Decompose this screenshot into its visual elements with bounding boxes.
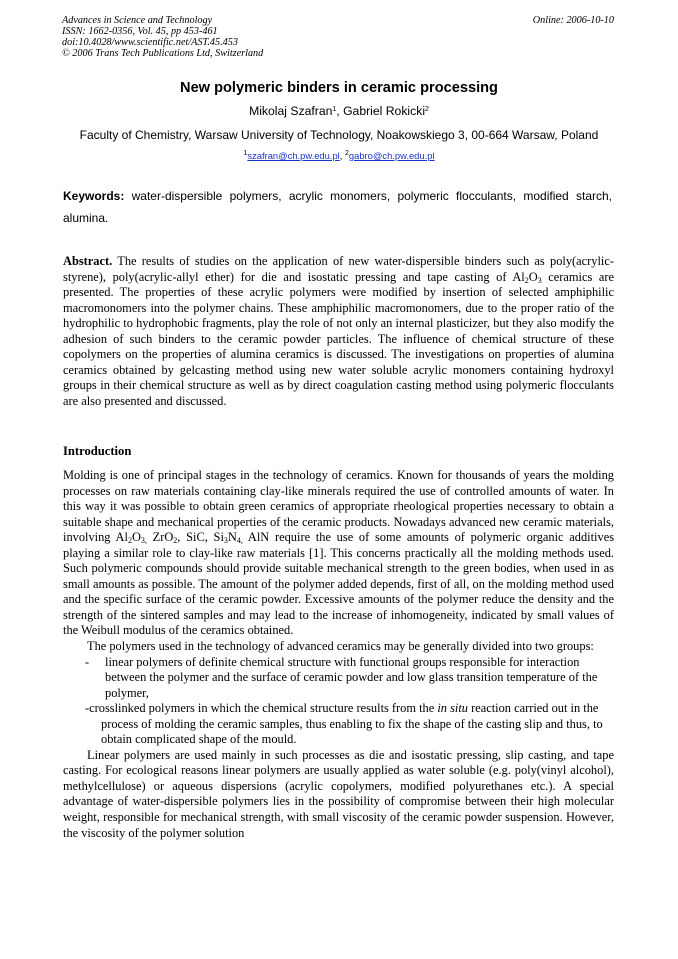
abstract-text: ceramics are presented. The properties of these acrylic polymers were modified by insertion of selected amphiphilic macromonomers into the polymer chains. These amphiphilic macromonomers, due to the proper ratio of the hydrophilic to hydrophobic fragments, play the role of not only an internal plasticizer, but they also modify the adhesion of such binders to the ceramic powder particles. The influence of chemical structure of these copolymers on the properties of alumina ceramics is discussed. The investigations on properties of alumina ceramics obtained by gelcasting method using new water soluble acrylic monomers containing hydroxyl groups in their chemical structure as well as by direct coagulation casting method using polymeric flocculants are also presented and discussed. <box>63 269 614 408</box>
abstract-label: Abstract. <box>63 254 113 268</box>
emphasis: in situ <box>437 701 468 716</box>
journal-copyright: © 2006 Trans Tech Publications Ltd, Switzerland <box>62 48 264 59</box>
journal-header <box>62 15 263 59</box>
list-item-text: -crosslinked polymers in which the chemical structure results from the <box>85 701 438 716</box>
subscript: 2 <box>524 275 529 285</box>
author-separator: , <box>336 104 344 118</box>
affiliation: Faculty of Chemistry, Warsaw University of Technology, Noakowskiego 3, 00-664 Warsaw, Poland <box>79 128 599 142</box>
email-link[interactable]: gabro@ch.pw.edu.pl <box>348 150 435 161</box>
paragraph-text: AlN require the use of some amounts of polymeric organic additives playing a similar role to clay-like raw materials [1]. This concerns practically all the molding methods used. Such polymeric compounds should provide suitable mechanical strength to the green bodies, when used in as small amounts as possible. The amount of the polymer added depends, first of all, on the molding method used and the specific surface of the ceramic powder. Excessive amounts of the polymer reduce the density and the strength of the sintered samples and may lead to the increase of inhomogeneity, indicated by small values of the Weibull modulus of the ceramics obtained. <box>63 530 615 638</box>
email-mark: 1 <box>243 150 248 157</box>
subscript: 3 <box>223 536 228 546</box>
paragraph-text: Molding is one of principal stages in the technology of ceramics. Known for thousands of years the molding processes on raw materials containing clay-like minerals required the use of controlled amounts of water. In this way it was possible to obtain green ceramics of appropriate rheological properties necessary to obtain a suitable shape and mechanical properties of the ceramic products. Nowadays advanced new ceramic materials, involving Al <box>63 468 614 545</box>
abstract-text: O <box>528 269 538 284</box>
list-item <box>85 655 614 702</box>
keywords-text: water-dispersible polymers, acrylic monomers, polymeric flocculants, modified starch, alumina. <box>63 189 612 225</box>
online-date: Online: 2006-10-10 <box>532 15 614 26</box>
list-item-text: reaction carried out in the process of molding the ceramic samples, thus enabling to fix the shape of the casting slip and thus, to obtain complicated shape of the mould. <box>101 701 603 747</box>
section-heading: Introduction <box>63 444 132 458</box>
paragraph-text: N <box>227 530 237 545</box>
abstract-text: The results of studies on the application of new water-dispersible binders such as poly(acrylic-styrene), poly(acrylic-allyl ether) for die and isostatic pressing and tape casting of Al <box>63 254 614 284</box>
list-item-text: linear polymers of definite chemical structure with functional groups responsible for interaction between the polymer and the surface of ceramic powder and low glass transition temperature of the polymer, <box>105 654 598 700</box>
abstract <box>63 254 614 409</box>
list-dash: - <box>85 654 90 669</box>
journal-doi: doi:10.4028/www.scientific.net/AST.45.453 <box>62 37 238 48</box>
author-name: Gabriel Rokicki <box>343 104 426 118</box>
subscript: 3 <box>537 275 542 285</box>
paper-title: New polymeric binders in ceramic processing <box>180 80 498 96</box>
subscript: 4, <box>236 536 243 546</box>
author-mark: 2 <box>425 106 429 113</box>
paragraph <box>63 468 614 639</box>
subscript: 2 <box>127 536 132 546</box>
subscript: 3, <box>140 536 147 546</box>
journal-name: Advances in Science and Technology <box>62 15 213 26</box>
paragraph-text: O <box>131 530 141 545</box>
author-name: Mikolaj Szafran <box>249 104 333 118</box>
paragraph: The polymers used in the technology of advanced ceramics may be generally divided into two groups: <box>87 639 594 654</box>
subscript: 2 <box>173 536 178 546</box>
paragraph-text: , SiC, Si <box>177 530 224 545</box>
author-mark: 1 <box>332 106 337 113</box>
journal-issn: ISSN: 1662-0356, Vol. 45, pp 453-461 <box>62 26 218 37</box>
keywords-label: Keywords: <box>63 189 125 203</box>
email-separator: , <box>339 150 345 161</box>
email-mark: 2 <box>344 150 349 157</box>
paragraph: Linear polymers are used mainly in such processes as die and isostatic pressing, slip casting, and tape casting. For ecological reasons linear polymers are usually applied as water soluble (e.g. poly(vinyl alcohol), methylcellulose) or aqueous dispersions (acrylic copolymers, modified polyurethanes etc.). A special advantage of water-dispersible polymers lies in the possibility of compromise between their high molecular weight, responsible for mechanical strength, with small viscosity of the ceramic powder suspension. However, the viscosity of the polymer solution <box>63 747 614 840</box>
keywords <box>63 186 612 229</box>
email-link[interactable]: szafran@ch.pw.edu.pl <box>247 150 340 161</box>
email-list <box>0 150 678 161</box>
paragraph-text: ZrO <box>146 530 174 545</box>
introduction-body <box>63 468 614 841</box>
list-item <box>85 701 614 748</box>
author-list <box>0 104 678 118</box>
